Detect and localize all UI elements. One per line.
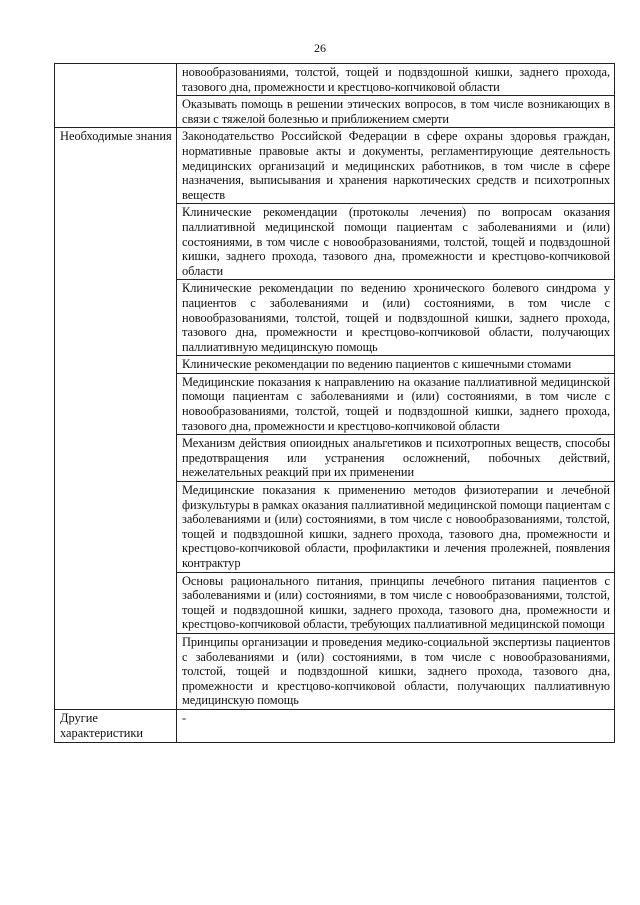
table-cell: - — [177, 709, 615, 742]
table-cell: Оказывать помощь в решении этических вопросов, в том числе возникающих в связи с тяжелой болезнью и приближением смерти — [177, 96, 615, 128]
table-cell: Клинические рекомендации (протоколы лечения) по вопросам оказания паллиативной медицинской помощи пациентам с заболеваниями и (или) состояниями, в том числе с новообразованиями, толстой, тощей и подвздошной кишки, заднего прохода, тазового дна, промежности и крестцово-копчиковой области — [177, 204, 615, 280]
row-label — [55, 64, 177, 128]
row-label-required-knowledge: Необходимые знания — [55, 128, 177, 710]
table-cell: Медицинские показания к применению методов физиотерапии и лечебной физкультуры в рамках оказания паллиативной медицинской помощи пациентам с заболеваниями и (или) состояниями, в том числе с новообразованиями, толстой, тощей и подвздошной кишки, заднего прохода, тазового дна, промежности и крестцово-копчиковой области, профилактики и лечения пролежней, появления контрактур — [177, 482, 615, 573]
row-label-other-characteristics: Другие характеристики — [55, 709, 177, 742]
table-cell: Основы рационального питания, принципы лечебного питания пациентов с заболеваниями и (или) состояниями, в том числе с новообразованиями, толстой, тощей и подвздошной кишки, заднего прохода, тазового дна, промежности и крестцово-копчиковой области, требующих паллиативной медицинской помощи — [177, 572, 615, 633]
table-cell: новообразованиями, толстой, тощей и подвздошной кишки, заднего прохода, тазового дна, промежности и крестцово-копчиковой области — [177, 64, 615, 96]
table-cell: Клинические рекомендации по ведению хронического болевого синдрома у пациентов с заболеваниями и (или) состояниями, в том числе с новообразованиями, толстой, тощей и подвздошной кишки, заднего прохода, тазового дна, промежности и крестцово-копчиковой области, получающих паллиативную медицинскую помощь — [177, 280, 615, 356]
table-cell: Клинические рекомендации по ведению пациентов с кишечными стомами — [177, 356, 615, 374]
table-cell: Медицинские показания к направлению на оказание паллиативной медицинской помощи пациентам с заболеваниями и (или) состояниями, в том числе с новообразованиями, толстой, тощей и подвздошной кишки, заднего прохода, тазового дна, промежности и крестцово-копчиковой области — [177, 373, 615, 434]
table-cell: Принципы организации и проведения медико-социальной экспертизы пациентов с заболеваниями и (или) состояниями, в том числе с новообразованиями, толстой, тощей и подвздошной кишки, заднего прохода, тазового дна, промежности и крестцово-копчиковой области, получающих паллиативную медицинскую помощь — [177, 633, 615, 709]
table-cell: Законодательство Российской Федерации в сфере охраны здоровья граждан, нормативные правовые акты и документы, регламентирующие деятельность медицинских организаций и медицинских работников, в том числе в сфере назначения, выписывания и хранения наркотических средств и психотропных веществ — [177, 128, 615, 204]
page-number: 26 — [314, 41, 326, 55]
table-row — [55, 64, 615, 96]
competency-table — [54, 63, 615, 743]
table-row — [55, 128, 615, 204]
table-cell: Механизм действия опиоидных анальгетиков и психотропных веществ, способы предотвращения или устранения осложнений, побочных действий, нежелательных реакций при их применении — [177, 435, 615, 482]
table-row — [55, 709, 615, 742]
